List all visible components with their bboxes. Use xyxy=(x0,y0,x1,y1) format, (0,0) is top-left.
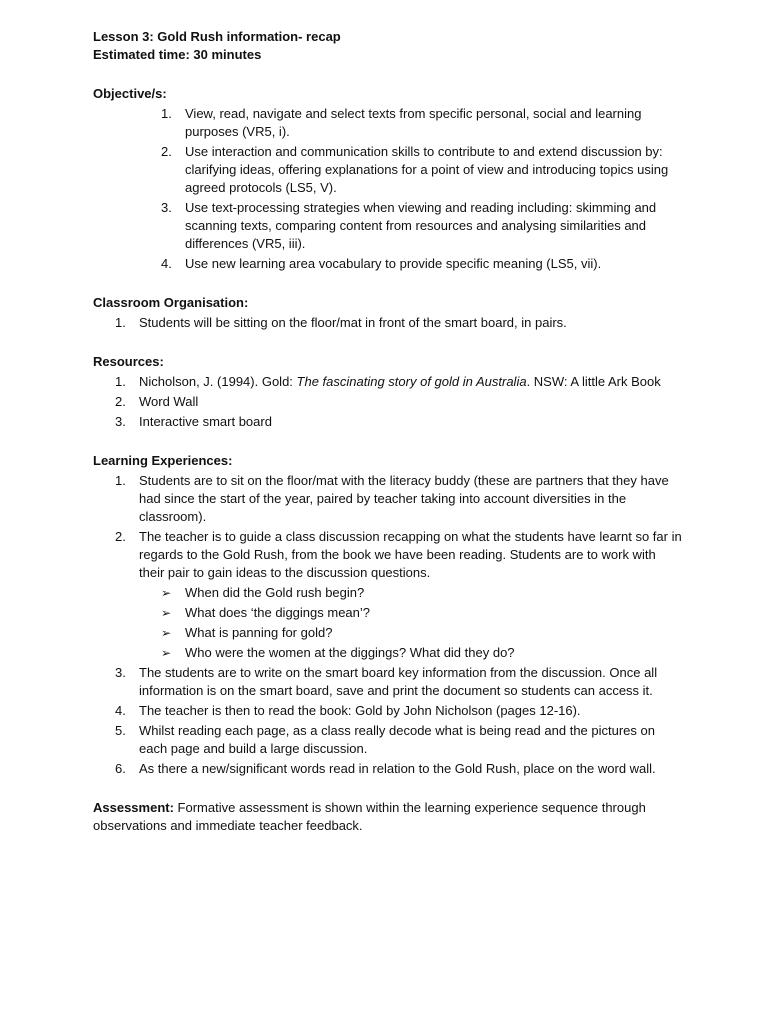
list-item xyxy=(93,702,683,720)
assessment-paragraph xyxy=(93,799,683,835)
organisation-list xyxy=(93,314,683,332)
arrow-bullet-icon: ➢ xyxy=(161,646,172,660)
lesson-plan xyxy=(93,28,683,835)
item-number: 4. xyxy=(115,703,126,718)
list-item xyxy=(93,393,683,411)
item-text: The students are to write on the smart board key information from the discussion. Once all information is on the smart board, save and print the document so students can access it. xyxy=(139,665,658,698)
objectives-list xyxy=(93,105,683,273)
list-item xyxy=(93,664,683,700)
discussion-questions xyxy=(139,584,683,662)
item-number: 6. xyxy=(115,761,126,776)
item-number: 4. xyxy=(161,256,172,271)
list-item xyxy=(93,199,683,253)
assessment-label: Assessment: xyxy=(93,800,174,815)
item-number: 1. xyxy=(115,374,126,389)
list-item xyxy=(93,413,683,431)
item-number: 3. xyxy=(115,414,126,429)
list-item xyxy=(93,255,683,273)
objectives-heading: Objective/s: xyxy=(93,86,167,101)
item-text: Interactive smart board xyxy=(139,414,272,429)
list-item xyxy=(93,105,683,141)
arrow-bullet-icon: ➢ xyxy=(161,626,172,640)
list-item xyxy=(93,314,683,332)
item-text: Use text-processing strategies when viewing and reading including: skimming and scanning texts, comparing content from resources and analysing similarities and differences (VR5, iii). xyxy=(185,200,657,251)
item-number: 2. xyxy=(115,529,126,544)
question-item xyxy=(139,604,683,622)
objectives-section xyxy=(93,85,683,273)
item-text: Students will be sitting on the floor/mat in front of the smart board, in pairs. xyxy=(139,315,567,330)
list-item xyxy=(93,472,683,526)
item-text: Use new learning area vocabulary to provide specific meaning (LS5, vii). xyxy=(185,256,602,271)
arrow-bullet-icon: ➢ xyxy=(161,606,172,620)
question-item xyxy=(139,624,683,642)
arrow-bullet-icon: ➢ xyxy=(161,586,172,600)
citation-book-title: The fascinating story of gold in Australia xyxy=(296,374,527,389)
item-number: 5. xyxy=(115,723,126,738)
item-number: 1. xyxy=(115,315,126,330)
question-item xyxy=(139,584,683,602)
citation-prefix: Nicholson, J. (1994). Gold: xyxy=(139,374,297,389)
item-number: 3. xyxy=(161,200,172,215)
learning-heading: Learning Experiences: xyxy=(93,453,233,468)
item-number: 2. xyxy=(161,144,172,159)
resources-heading: Resources: xyxy=(93,354,164,369)
item-number: 2. xyxy=(115,394,126,409)
estimated-time: Estimated time: 30 minutes xyxy=(93,47,262,62)
item-text: The teacher is then to read the book: Gold by John Nicholson (pages 12-16). xyxy=(139,703,581,718)
item-number: 1. xyxy=(161,106,172,121)
list-item xyxy=(93,722,683,758)
question-text: What is panning for gold? xyxy=(185,625,333,640)
lesson-title: Lesson 3: Gold Rush information- recap xyxy=(93,29,341,44)
item-text: Students are to sit on the floor/mat with the literacy buddy (these are partners that they have had since the start of the year, paired by teacher taking into account diversities in the classroom). xyxy=(139,473,669,524)
assessment-text: Formative assessment is shown within the learning experience sequence through observations and immediate teacher feedback. xyxy=(93,800,646,833)
resources-section xyxy=(93,353,683,431)
organisation-heading: Classroom Organisation: xyxy=(93,295,249,310)
item-text: As there a new/significant words read in relation to the Gold Rush, place on the word wall. xyxy=(139,761,656,776)
item-text: Whilst reading each page, as a class really decode what is being read and the pictures on each page and build a large discussion. xyxy=(139,723,655,756)
citation-suffix: . NSW: A little Ark Book xyxy=(526,374,661,389)
question-text: When did the Gold rush begin? xyxy=(185,585,365,600)
list-item xyxy=(93,760,683,778)
learning-section xyxy=(93,452,683,778)
item-number: 1. xyxy=(115,473,126,488)
learning-list xyxy=(93,472,683,778)
item-number: 3. xyxy=(115,665,126,680)
resources-list xyxy=(93,373,683,431)
item-text: View, read, navigate and select texts from specific personal, social and learning purposes (VR5, i). xyxy=(185,106,642,139)
question-item xyxy=(139,644,683,662)
question-text: What does ‘the diggings mean’? xyxy=(185,605,371,620)
organisation-section xyxy=(93,294,683,332)
item-text: Use interaction and communication skills to contribute to and extend discussion by: clarifying ideas, offering explanations for a point of view and introducing topics using agreed protocols (LS5, V). xyxy=(185,144,669,195)
assessment-section xyxy=(93,799,683,835)
list-item xyxy=(93,373,683,391)
list-item xyxy=(93,143,683,197)
item-text: The teacher is to guide a class discussion recapping on what the students have learnt so far in regards to the Gold Rush, from the book we have been reading. Students are to work with their pair to gain ideas to the discussion questions. xyxy=(139,529,682,580)
list-item xyxy=(93,528,683,662)
question-text: Who were the women at the diggings? What did they do? xyxy=(185,645,515,660)
item-text: Word Wall xyxy=(139,394,199,409)
